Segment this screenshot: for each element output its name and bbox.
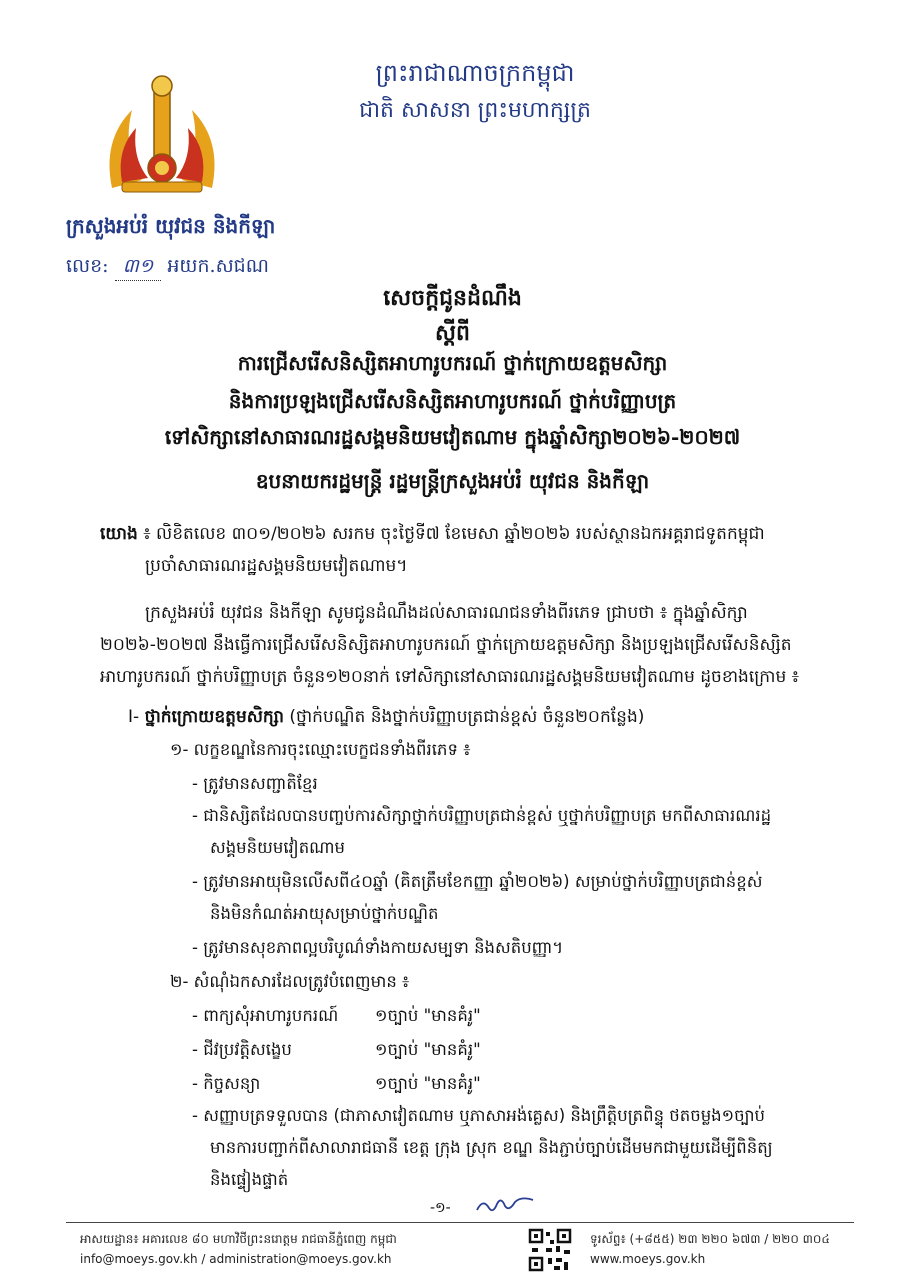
subsection-1-heading: ១- លក្ខខណ្ឌនៃការចុះឈ្មោះបេក្ខជនទាំងពីរភេទ ៖ [170,740,471,759]
footer-phone: ទូរស័ព្ទ៖ (+៨៥៥) ២៣ ២២០ ៦៧៣ / ២២០ ៣០៤ [590,1232,830,1246]
ministry-name: ក្រសួងអប់រំ យុវជន និងកីឡា [66,214,276,238]
reference-paragraph [100,518,850,550]
intro-line-2: ២០២៦-២០២៧ នឹងធ្វើការជ្រើសរើសនិស្សិតអាហារូបករណ៍ ថ្នាក់ក្រោយឧត្តមសិក្សា និងប្រឡងជ្រើសរើសនិស្សិត [100,635,792,655]
condition-degree-cont: សង្គមនិយមវៀតណាម [210,838,346,857]
section-1-note: (ថ្នាក់បណ្ឌិត និងថ្នាក់បរិញ្ញាបត្រជាន់ខ្ពស់ ចំនួន២០កន្លែង) [289,707,645,727]
kingdom-title: ព្រះរាជាណាចក្រកម្ពុជា [375,59,575,87]
reference-text-2: ប្រចាំសាធារណរដ្ឋសង្គមនិយមវៀតណាម។ [145,556,408,576]
document-certificate-cont-2: និងផ្ទៀងផ្ទាត់ [210,1170,289,1189]
ref-label: លេខ: [66,255,109,277]
section-1-title: ថ្នាក់ក្រោយឧត្តមសិក្សា [144,707,284,727]
document-application-label: - ពាក្យសុំអាហារូបករណ៍ [192,1006,339,1025]
section-1-number: I- [128,707,140,727]
reference-line [66,252,269,281]
footer-divider [66,1222,854,1223]
reference-text: ៖ លិខិតលេខ ៣០១/២០២៦ សរកម ចុះថ្ងៃទី៧ ខែមេសា ឆ្នាំ២០២៦ របស់ស្ថានឯកអគ្គរាជទូតកម្ពុជា [143,524,765,544]
section-1-heading [128,702,858,732]
initials-signature-icon [475,1194,535,1216]
footer-emails: info@moeys.gov.kh / administration@moeys.gov.kh [80,1252,392,1266]
page-number: -១- [430,1200,451,1216]
notice-subject-line-2: និងការប្រឡងជ្រើសរើសនិស្សិតអាហារូបករណ៍ ថ្នាក់បរិញ្ញាបត្រ [228,389,677,413]
ministry-emblem-icon [92,70,232,200]
condition-health: - ត្រូវមានសុខភាពល្អបរិបូណ៌ទាំងកាយសម្បទា និងសតិបញ្ញា។ [192,938,564,957]
national-motto: ជាតិ សាសនា ព្រះមហាក្សត្រ [359,98,591,123]
notice-subject-line-3: ទៅសិក្សានៅសាធារណរដ្ឋសង្គមនិយមវៀតណាម ក្នុងឆ្នាំសិក្សា២០២៦-២០២៧ [164,425,741,449]
document-application [192,1000,481,1032]
document-contract [192,1068,481,1100]
reference-label: យោង [100,524,138,544]
footer-address: អាសយដ្ឋាន៖ អគារលេខ ៨០ មហាវិថីព្រះនរោត្តម រាជធានីភ្នំពេញ កម្ពុជា [80,1232,397,1246]
document-cv [192,1034,481,1066]
condition-age: - ត្រូវមានអាយុមិនលើសពី៤០ឆ្នាំ (គិតត្រឹមខែកញ្ញា ឆ្នាំ២០២៦) សម្រាប់ថ្នាក់បរិញ្ញាបត្រជាន់ខ្ពស់ [192,872,763,891]
issuer-title: ឧបនាយករដ្ឋមន្ត្រី រដ្ឋមន្ត្រីក្រសួងអប់រំ យុវជន និងកីឡា [255,469,650,493]
document-application-qty: ១ច្បាប់ "មានគំរូ" [375,1006,481,1025]
ref-number: ៣១ [115,252,162,281]
notice-subject-line-1: ការជ្រើសរើសនិស្សិតអាហារូបករណ៍ ថ្នាក់ក្រោយឧត្តមសិក្សា [237,351,668,375]
subsection-2-heading: ២- សំណុំឯកសារដែលត្រូវបំពេញមាន ៖ [170,972,410,991]
document-contract-label: - កិច្ចសន្យា [192,1074,261,1093]
document-certificate: - សញ្ញាបត្រទទួលបាន (ជាភាសាវៀតណាម ឬភាសាអង់គ្លេស) និងព្រឹត្តិបត្រពិន្ទុ ថតចម្លង១ច្បាប់ [192,1106,766,1125]
condition-nationality: - ត្រូវមានសញ្ជាតិខ្មែរ [192,774,318,793]
notice-subject-label: ស្តីពី [435,320,470,346]
qr-code-icon [528,1228,572,1272]
document-certificate-cont: មានការបញ្ជាក់ពីសាលារាជធានី ខេត្ត ក្រុង ស្រុក ខណ្ឌ និងភ្ជាប់ច្បាប់ដើមមកជាមួយដើម្បីពិនិត្យ [210,1138,773,1157]
ref-suffix: អយក.សជណ [167,255,269,277]
document-cv-label: - ជីវប្រវត្តិសង្ខេប [192,1040,292,1059]
condition-degree: - ជានិស្សិតដែលបានបញ្ចប់ការសិក្សាថ្នាក់បរិញ្ញាបត្រជាន់ខ្ពស់ ឬថ្នាក់បរិញ្ញាបត្រ មកពីសាធារណរដ្ឋ [192,806,772,825]
document-contract-qty: ១ច្បាប់ "មានគំរូ" [375,1074,481,1093]
document-cv-qty: ១ច្បាប់ "មានគំរូ" [375,1040,481,1059]
condition-age-cont: និងមិនកំណត់អាយុសម្រាប់ថ្នាក់បណ្ឌិត [210,904,439,923]
notice-title: សេចក្តីជូនដំណឹង [383,285,522,311]
intro-line-1: ក្រសួងអប់រំ យុវជន និងកីឡា សូមជូនដំណឹងដល់សាធារណជនទាំងពីរភេទ ជ្រាបថា ៖ ក្នុងឆ្នាំសិក្សា [145,603,748,623]
intro-line-3: អាហារូបករណ៍ ថ្នាក់បរិញ្ញាបត្រ ចំនួន១២០នាក់ ទៅសិក្សានៅសាធារណរដ្ឋសង្គមនិយមវៀតណាម ដូចខាងក្រោម ៖ [100,667,800,687]
footer-website: www.moeys.gov.kh [590,1252,706,1266]
